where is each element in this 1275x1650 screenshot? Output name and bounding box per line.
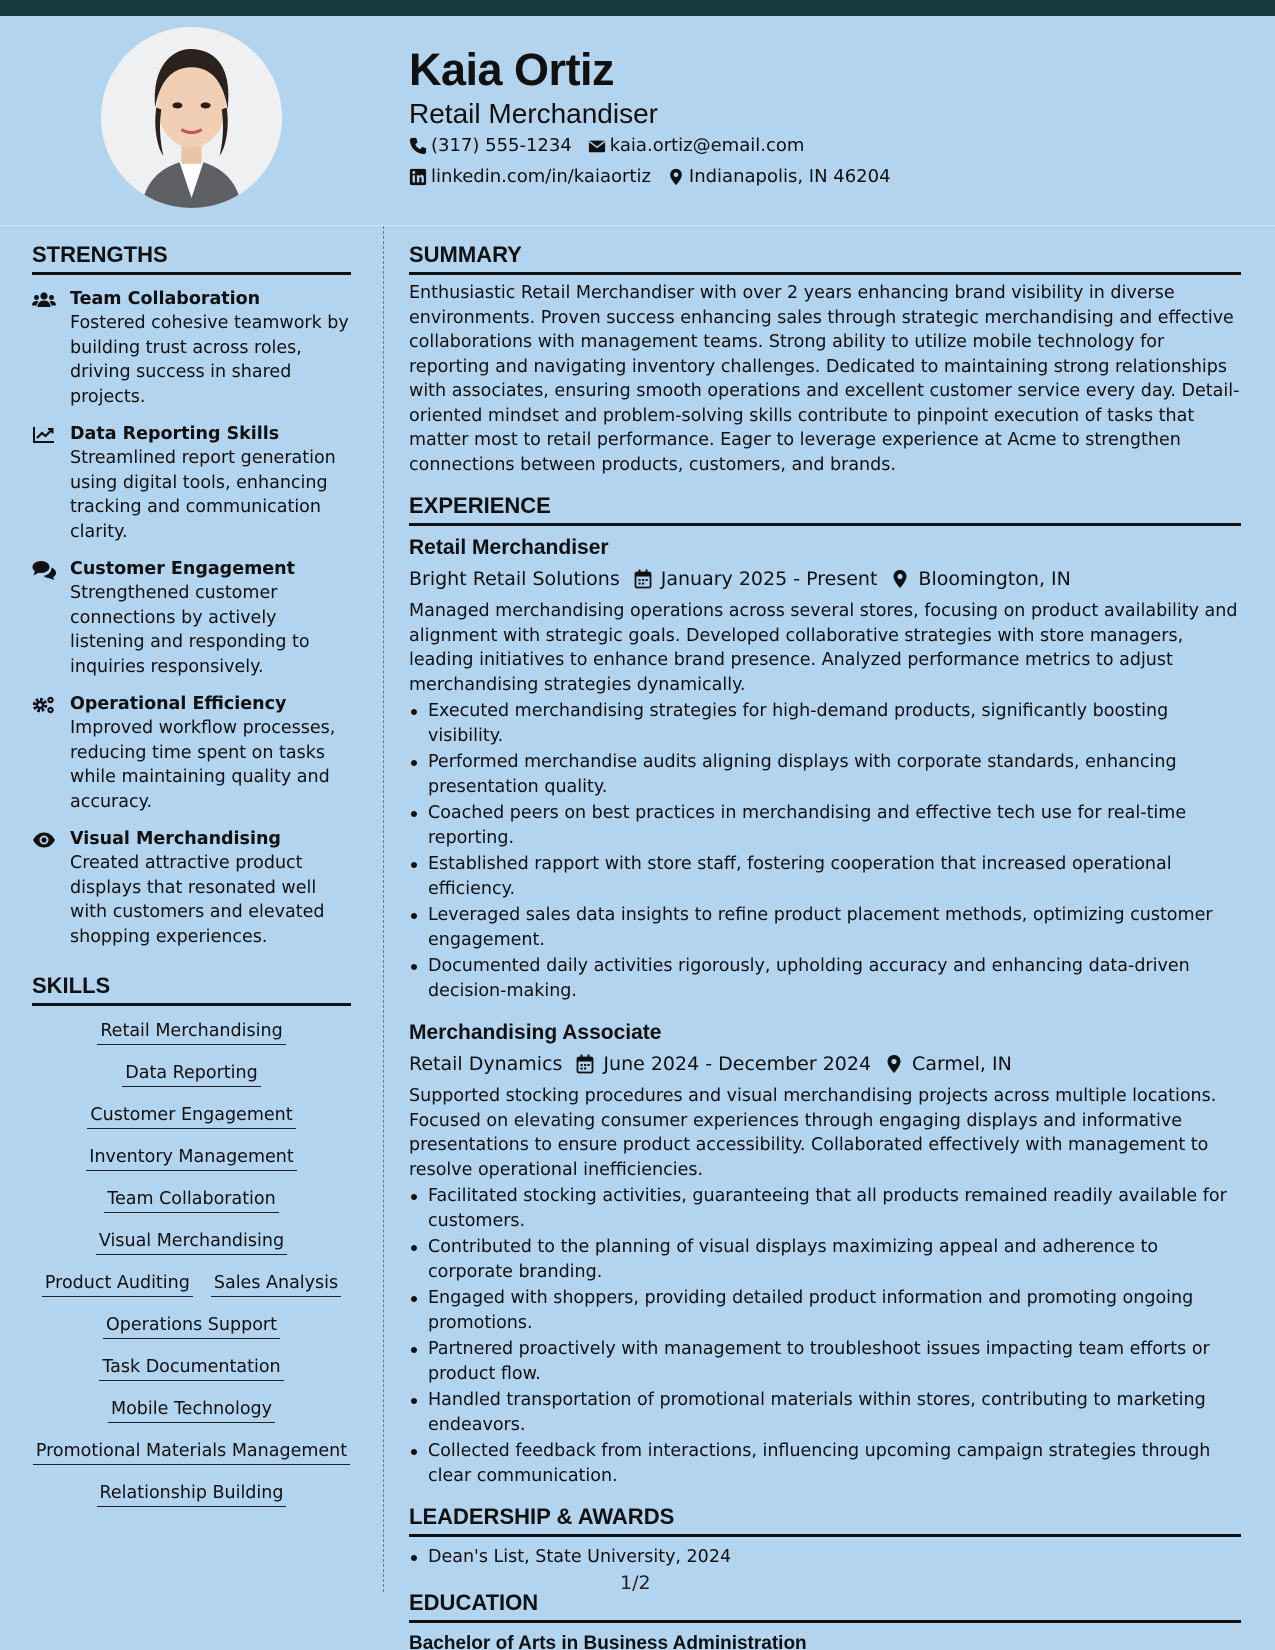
linkedin-icon [409,168,427,186]
bullet-item: Engaged with shoppers, providing detailed product information and promoting ongoing promotions. [409,1286,1241,1335]
job-entry [409,534,1241,1003]
job-dates: June 2024 - December 2024 [603,1053,872,1075]
skill-tag: Inventory Management [86,1145,296,1171]
bullet-item: Leveraged sales data insights to refine product placement methods, optimizing customer engagement. [409,903,1241,952]
chart-line-icon [32,425,56,445]
bullet-item: Contributed to the planning of visual displays maximizing appeal and adherence to corporate branding. [409,1235,1241,1284]
bullet-item: Facilitated stocking activities, guaranteeing that all products remained readily available for customers. [409,1184,1241,1233]
strength-title: Data Reporting Skills [70,424,280,444]
skill-tag: Mobile Technology [108,1397,275,1423]
bullet-item: Partnered proactively with management to troubleshoot issues impacting team efforts or product flow. [409,1337,1241,1386]
contact-row-1 [409,133,1239,159]
strength-description: Fostered cohesive teamwork by building trust across roles, driving success in shared projects. [70,313,349,407]
strength-title: Customer Engagement [70,559,296,579]
strength-description: Improved workflow processes, reducing time spent on tasks while maintaining quality and accuracy. [70,718,336,812]
skill-tag: Task Documentation [99,1355,283,1381]
skills-section [32,971,351,1523]
skill-tag: Data Reporting [122,1061,260,1087]
skill-tag: Operations Support [103,1313,280,1339]
linkedin-text[interactable]: linkedin.com/in/kaiaortiz [431,166,651,187]
candidate-title: Retail Merchandiser [409,98,658,129]
calendar-icon [576,1054,594,1074]
strength-description: Streamlined report generation using digital tools, enhancing tracking and communication clarity. [70,448,336,542]
job-title: Retail Merchandiser [409,536,609,559]
job-meta [409,565,1241,593]
calendar-icon [634,569,652,589]
strengths-heading: STRENGTHS [32,240,351,275]
job-location: Carmel, IN [912,1053,1012,1075]
experience-heading: EXPERIENCE [409,491,1241,526]
skills-heading: SKILLS [32,971,351,1006]
skill-tag: Visual Merchandising [96,1229,287,1255]
profile-photo [101,27,282,208]
phone-text: (317) 555-1234 [431,135,572,156]
strengths-list [32,287,351,949]
award-item: Dean's List, State University, 2024 [409,1545,1241,1570]
bullet-item: Documented daily activities rigorously, upholding accuracy and enhancing data-driven decision-making. [409,954,1241,1003]
gears-icon [32,695,56,715]
column-divider [383,226,384,1592]
job-entry [409,1019,1241,1488]
job-title: Merchandising Associate [409,1021,662,1044]
strength-title: Visual Merchandising [70,829,281,849]
email-text[interactable]: kaia.ortiz@email.com [609,135,805,156]
skill-tag: Sales Analysis [211,1271,341,1297]
skill-tag: Team Collaboration [104,1187,278,1213]
job-description: Managed merchandising operations across several stores, focusing on product availability and alignment with strategic goals. Developed collaborative strategies with store managers, leading initiatives to enhance brand presence. Analyzed performance metrics to adjust merchandising strategies dynamically. [409,601,1238,695]
education-section [409,1588,1241,1650]
left-column [32,240,351,1523]
experience-section [409,491,1241,1488]
job-bullets [409,699,1241,1003]
summary-heading: SUMMARY [409,240,1241,275]
bullet-item: Established rapport with store staff, fostering cooperation that increased operational efficiency. [409,852,1241,901]
page-number: 1/2 [620,1572,651,1594]
strength-description: Created attractive product displays that resonated well with customers and elevated shopping experiences. [70,853,325,947]
strength-item [32,692,351,814]
skills-list [32,1019,351,1523]
bullet-item: Collected feedback from interactions, influencing upcoming campaign strategies through clear communication. [409,1439,1241,1488]
location-text: Indianapolis, IN 46204 [688,166,891,187]
map-pin-icon [891,569,909,589]
location-contact [667,164,891,190]
map-pin-icon [885,1054,903,1074]
skill-tag: Relationship Building [97,1481,287,1507]
job-company: Bright Retail Solutions [409,568,620,590]
resume-header [409,40,1239,190]
leadership-heading: LEADERSHIP & AWARDS [409,1502,1241,1537]
strength-item [32,422,351,544]
contact-row-2 [409,164,1239,190]
bullet-item: Performed merchandise audits aligning displays with corporate standards, enhancing presentation quality. [409,750,1241,799]
users-icon [32,290,56,310]
leadership-list [409,1545,1241,1570]
phone-icon [409,137,427,155]
top-accent-bar [0,0,1275,16]
envelope-icon [588,137,606,155]
skill-tag: Product Auditing [42,1271,193,1297]
leadership-section [409,1502,1241,1570]
bullet-item: Handled transportation of promotional materials within stores, contributing to marketing endeavors. [409,1388,1241,1437]
header-divider [0,225,1275,226]
strength-item [32,827,351,949]
phone-contact [409,133,572,159]
strength-title: Operational Efficiency [70,694,287,714]
job-company: Retail Dynamics [409,1053,563,1075]
strength-description: Strengthened customer connections by actively listening and responding to inquiries responsively. [70,583,310,677]
job-description: Supported stocking procedures and visual merchandising projects across multiple locations. Focused on elevating consumer experiences through engaging displays and informative presentations to ensure product accessibility. Collaborated effectively with management to resolve operational inefficiencies. [409,1086,1217,1180]
portrait-image [101,27,282,208]
bullet-item: Coached peers on best practices in merchandising and effective tech use for real-time reporting. [409,801,1241,850]
comments-icon [32,560,56,580]
strength-item [32,557,351,679]
candidate-name: Kaia Ortiz [409,44,615,95]
strength-item [32,287,351,409]
job-bullets [409,1184,1241,1488]
job-location: Bloomington, IN [918,568,1071,590]
map-pin-icon [667,168,685,186]
right-column [409,240,1241,1650]
job-dates: January 2025 - Present [660,568,878,590]
education-heading: EDUCATION [409,1588,1241,1623]
email-contact[interactable] [588,133,805,159]
strengths-section [32,240,351,949]
summary-text: Enthusiastic Retail Merchandiser with over 2 years enhancing brand visibility in diverse environments. Proven success enhancing sales through strategic merchandising and effective collaborations with management teams. Strong ability to utilize mobile technology for reporting and navigating inventory challenges. Dedicated to maintaining strong relationships with associates, ensuring smooth operations and excellent customer service every day. Detail-oriented mindset and problem-solving skills contribute to pinpoint execution of tasks that matter most to retail performance. Eager to leverage experience at Acme to strengthen connections between products, customers, and brands. [409,283,1240,475]
summary-section [409,240,1241,477]
skill-tag: Customer Engagement [87,1103,295,1129]
linkedin-contact[interactable] [409,164,651,190]
strength-title: Team Collaboration [70,289,261,309]
eye-icon [32,830,56,850]
skill-tag: Retail Merchandising [97,1019,285,1045]
job-meta [409,1050,1241,1078]
degree-title: Bachelor of Arts in Business Administration [409,1632,807,1650]
skill-tag: Promotional Materials Management [33,1439,350,1465]
bullet-item: Executed merchandising strategies for high-demand products, significantly boosting visibility. [409,699,1241,748]
